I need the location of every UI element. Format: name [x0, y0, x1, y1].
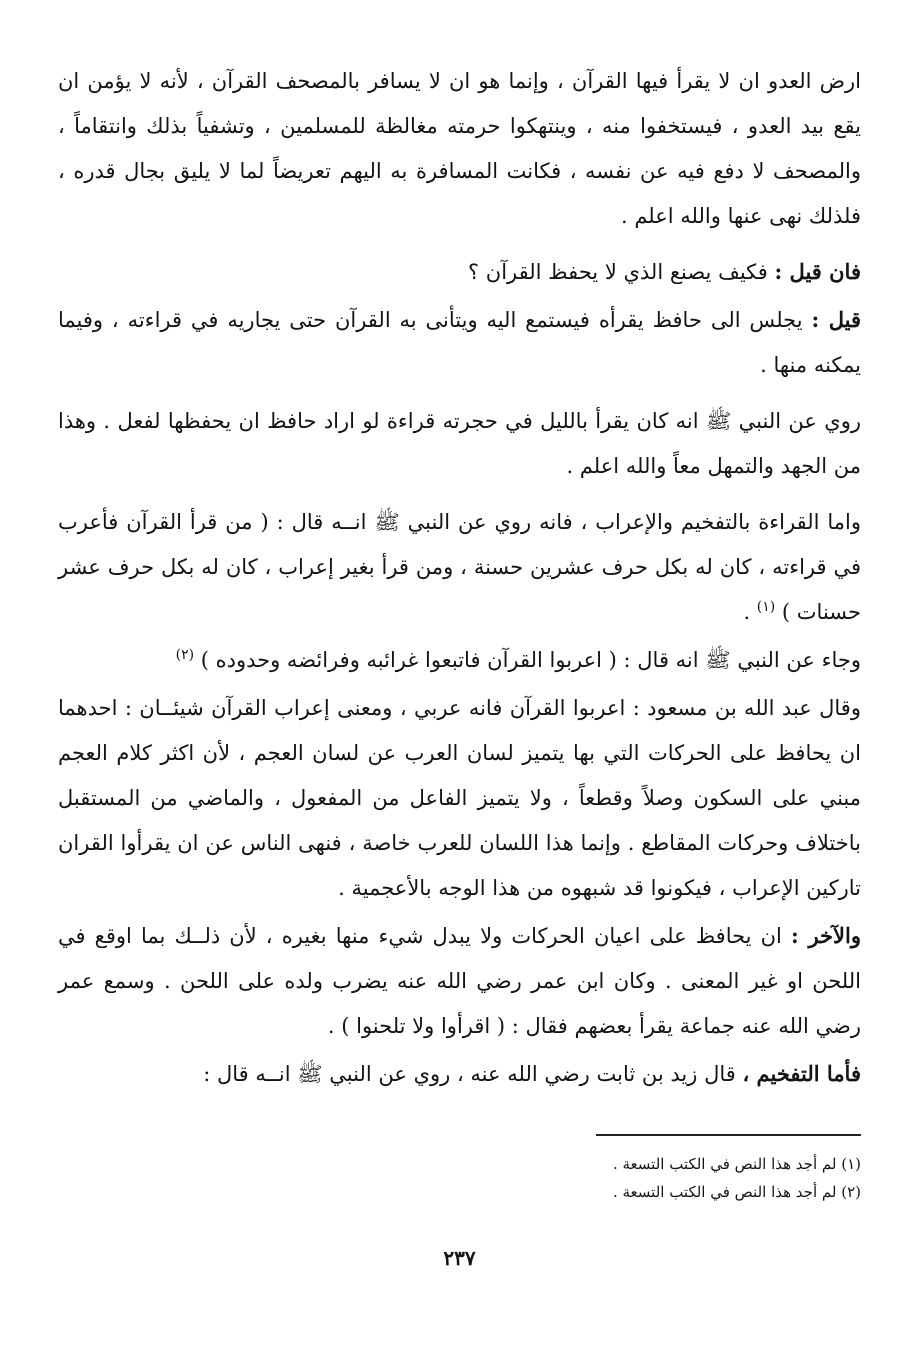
paragraph-4: [58, 398, 861, 489]
paragraph-lead: قيل :: [811, 307, 861, 332]
footnote-ref: (١): [756, 599, 776, 615]
paragraph-8: [58, 913, 861, 1049]
paragraph-5: واما القراءة بالتفخيم والإعراب ، فانه روي عن النبي ﷺ انــه قال : ( من قرأ القرآن فأعرب في قراءته ، كان له بكل حرف عشرين حسنة ، ومن قرأ بغير إعراب ، كان له بكل حرف عشر حسنات ) $^{(١)}$ .: [58, 510, 861, 624]
paragraph-6: [58, 637, 861, 683]
footnote-1: (١) لم أجد هذا النص في الكتب التسعة .: [612, 1155, 861, 1173]
paragraph-text: فكيف يصنع الذي لا يحفظ القرآن ؟: [467, 260, 768, 284]
paragraph-9: [58, 1051, 861, 1097]
paragraph-3: [58, 297, 861, 388]
paragraph-text: يجلس الى حافظ يقرأه فيستمع اليه ويتأنى به القرآن حتى يجاريه في قراءته ، وفيما يمكنه منها .: [58, 308, 861, 377]
paragraph-text: واما القراءة بالتفخيم والإعراب ، فانه روي عن النبي ﷺ انــه قال : ( من قرأ القرآن فأعرب في قراءته ، كان له بكل حرف عشرين حسنة ، ومن قرأ بغير إعراب ، كان له بكل حرف عشر حسنات ): [58, 510, 861, 624]
paragraph-7: [58, 685, 861, 911]
footnote-ref: (٢): [175, 647, 195, 663]
paragraph-text: وقال عبد الله بن مسعود : اعربوا القرآن فانه عربي ، ومعنى إعراب القرآن شيئــان : احدهما ان يحافظ على الحركات التي بها يتميز لسان العرب عن لسان العجم ، لأن اكثر كلام العجم مبني على السكون وصلاً وقطعاً ، ولا يتميز الفاعل من المفعول ، والماضي من المستقبل باختلاف وحركات المقاطع . وإنما هذا اللسان للعرب خاصة ، فنهى الناس عن ان يقرأوا القران تاركين الإعراب ، فيكونوا قد شبهوه من هذا الوجه بالأعجمية .: [58, 696, 861, 900]
paragraph-text: ان يحافظ على اعيان الحركات ولا يبدل شيء منها بغيره ، لأن ذلــك بما اوقع في اللحن او غير المعنى . وكان ابن عمر رضي الله عنه يضرب ولده على اللحن . وسمع عمر رضي الله عنه جماعة يقرأ بعضهم فقال : ( اقرأوا ولا تلحنوا ) .: [58, 924, 861, 1038]
footnote-divider: [596, 1134, 861, 1136]
page-number: ٢٣٧: [443, 1246, 476, 1270]
footnotes: [58, 1134, 861, 1206]
paragraph-text: قال زيد بن ثابت رضي الله عنه ، روي عن النبي ﷺ انــه قال :: [203, 1062, 736, 1086]
paragraph-lead: فأما التفخيم ،: [742, 1061, 861, 1086]
paragraph-2: [58, 249, 861, 295]
paragraph-lead: فان قيل :: [774, 259, 861, 284]
footnote-2: (٢) لم أجد هذا النص في الكتب التسعة .: [612, 1183, 861, 1201]
paragraph-text: وجاء عن النبي ﷺ انه قال : ( اعربوا القرآن فاتبعوا غرائبه وفرائضه وحدوده ): [200, 648, 861, 672]
paragraph-text: روي عن النبي ﷺ انه كان يقرأ بالليل في حجرته قراءة لو اراد حافظ ان يحفظها لفعل . وهذا من الجهد والتمهل معاً والله اعلم .: [58, 409, 861, 478]
paragraph-1: [58, 58, 861, 239]
paragraph-text: ارض العدو ان لا يقرأ فيها القرآن ، وإنما هو ان لا يسافر بالمصحف القرآن ، لأنه لا يؤمن ان يقع بيد العدو ، فيستخفوا منه ، وينتهكوا حرمته مغالظة للمسلمين ، وتشفياً بذلك وانتقاماً ، والمصحف لا دفع فيه عن نفسه ، فكانت المسافرة به اليهم تعريضاً لما لا يليق بجال قدره ، فلذلك نهى عنها والله اعلم .: [58, 69, 861, 228]
page-body: [58, 58, 861, 1097]
paragraph-lead: والآخر :: [790, 923, 861, 948]
